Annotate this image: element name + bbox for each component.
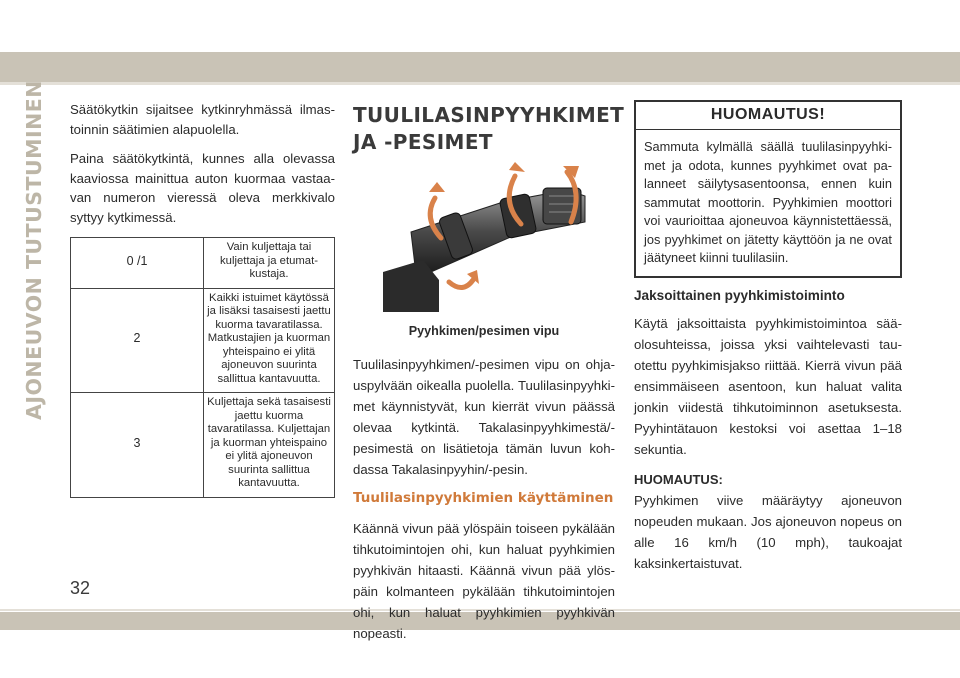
table-row: [71, 393, 335, 498]
table-cell-value: Kuljettaja sekä tasaisesti jaettu kuorma tavaratilassa. Kuljettajan ja kuorman yhteispaino ei ylitä ajoneuvon suurinta sallittua kantavuutta.: [204, 393, 335, 498]
notice-title: HUOMAUTUS!: [636, 102, 900, 130]
paragraph: Tuulilasinpyyhkimen/-pesimen vipu on ohjauspylvään oikealla puolella. Tuulilasinpyyhkimet käynnistyvät, kun kierrät vivun päässä olevaa kytkintä. Takalasinpyyhkimestä/-pesimestä on lisätietoja tämän luvun kohdassa Takalasinpyyhin/-pesin.: [353, 357, 615, 477]
paragraph: Käännä vivun pää ylöspäin toiseen pykälään tihkutoimintojen ohi, kun haluat pyyhkimien pyyhkivän hitaasti. Käännä vivun pää ylöspäin kolmanteen pykälään tihkutoimintojen ohi, kun haluat pyyhkimien pyyhkivän nopeasti.: [353, 521, 615, 641]
section-heading: TUULILASINPYYHKIMET JA -PESIMET: [353, 103, 625, 154]
table-cell-value: Kaikki istuimet käytössä ja lisäksi tasaisesti jaettu kuorma tavaratilassa. Matkustajien ja kuorman yhteispaino ei ylitä ajoneuvon suurinta sallittua kantavuutta.: [204, 288, 335, 393]
top-band-line: [0, 82, 960, 85]
top-band: [0, 52, 960, 82]
note-label: HUOMAUTUS:: [634, 471, 723, 487]
subsection-heading: Tuulilasinpyyhkimien käyttäminen: [353, 490, 614, 506]
column-right: [634, 100, 902, 584]
page-number: 32: [70, 578, 91, 598]
table-cell-key: 2: [71, 288, 204, 393]
subsection-heading: Jaksoittainen pyyhkimistoiminto: [634, 287, 845, 303]
notice-box: [634, 100, 902, 278]
table-cell-value: Vain kuljettaja tai kuljettaja ja etumatkustaja.: [204, 238, 335, 289]
paragraph: Säätökytkin sijaitsee kytkinryhmässä ilmastoinnin säätimien alapuolella.: [70, 102, 335, 137]
column-middle: [353, 100, 625, 654]
column-left: [70, 100, 335, 498]
paragraph: Käytä jaksoittaista pyyhkimistoimintoa sääolosuhteissa, joissa yksi vaihtelevasti tauotettu pyyhkimisjakso riittää. Kierrä vivun pää ensimmäiseen asentoon, kun haluat valita jonkin viidestä tihkutoiminnon asetuksesta. Pyyhintätauon kestoksi voi asettaa 1–18 sekuntia.: [634, 315, 902, 457]
table-cell-key: 0 /1: [71, 238, 204, 289]
note-text: Pyyhkimen viive määräytyy ajoneuvon nopeuden mukaan. Jos ajoneuvon nopeus on alle 16 km/h (10 mph), taukoajat kaksinkertaistuvat.: [634, 492, 902, 571]
load-table: [70, 237, 335, 498]
figure-caption: Pyyhkimen/pesimen vipu: [408, 324, 560, 338]
table-row: [71, 238, 335, 289]
wiper-lever-illustration: [353, 162, 615, 322]
wiper-lever-figure: [353, 162, 615, 322]
chapter-side-title: AJONEUVON TUTUSTUMINEN: [22, 80, 46, 420]
table-cell-key: 3: [71, 393, 204, 498]
notice-text: Sammuta kylmällä säällä tuulilasinpyyhkimet ja odota, kunnes pyyhkimet ovat palanneet säilytysasentoonsa, ennen kuin sammutat moottorin. Pyyhkimien moottori voi vaurioittaa ajoneuvoa käynnistettäessä, jos pyyhkimet on jätetty käyttöön ja ne ovat jäätyneet kiinni tuulilasiin.: [644, 139, 892, 265]
table-row: [71, 288, 335, 393]
paragraph: Paina säätökytkintä, kunnes alla olevassa kaaviossa mainittua auton kuormaa vastaavan numeron vieressä oleva merkkivalo syttyy kytkimessä.: [70, 151, 335, 225]
